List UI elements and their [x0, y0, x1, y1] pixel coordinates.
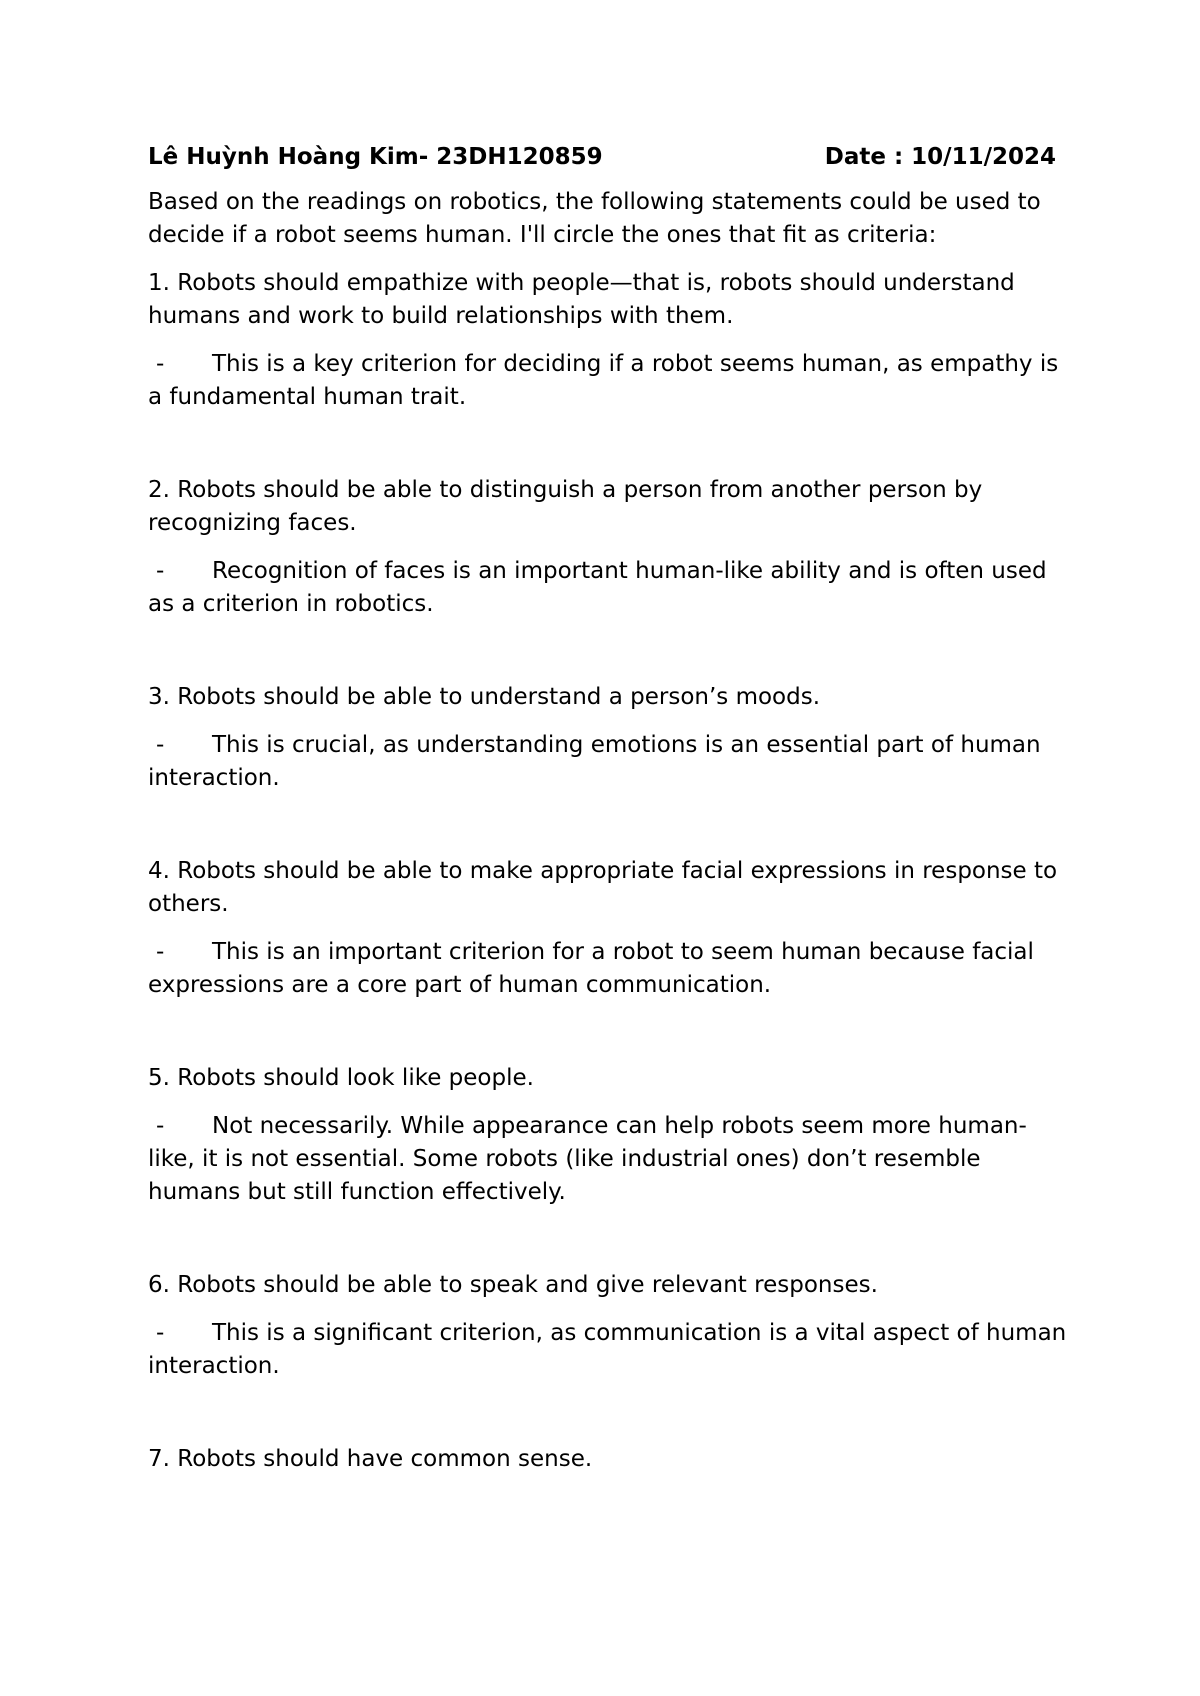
- bullet-dash: -: [156, 939, 165, 965]
- comment-text: This is an important criterion for a robot to seem human because facial expressions are a core part of human communication.: [148, 939, 1034, 998]
- criterion-comment-2: [148, 555, 1070, 621]
- criterion-statement-7: 7. Robots should have common sense.: [148, 1446, 593, 1472]
- criterion-comment-5: [148, 1110, 1070, 1209]
- comment-text: This is a significant criterion, as communication is a vital aspect of human interaction.: [148, 1320, 1067, 1379]
- criterion-comment-4: [148, 936, 1070, 1002]
- bullet-dash: -: [156, 732, 165, 758]
- comment-text: Not necessarily. While appearance can help robots seem more human-like, it is not essential. Some robots (like industrial ones) don’t resemble humans but still function effectively.: [148, 1113, 1027, 1205]
- intro-paragraph: Based on the readings on robotics, the following statements could be used to decide if a robot seems human. I'll circle the ones that fit as criteria:: [148, 189, 1041, 248]
- comment-text: This is crucial, as understanding emotions is an essential part of human interaction.: [148, 732, 1041, 791]
- comment-text: This is a key criterion for deciding if a robot seems human, as empathy is a fundamental human trait.: [148, 351, 1059, 410]
- criterion-statement-1: 1. Robots should empathize with people—that is, robots should understand humans and work to build relationships with them.: [148, 270, 1015, 329]
- bullet-dash: -: [156, 1320, 165, 1346]
- comment-text: Recognition of faces is an important human-like ability and is often used as a criterion in robotics.: [148, 558, 1047, 617]
- student-name-id: Lê Huỳnh Hoàng Kim- 23DH120859: [148, 144, 603, 170]
- document-page: [148, 140, 1070, 1476]
- criterion-comment-1: [148, 348, 1070, 414]
- criterion-comment-3: [148, 729, 1070, 795]
- bullet-dash: -: [156, 558, 165, 584]
- criterion-statement-6: 6. Robots should be able to speak and give relevant responses.: [148, 1272, 878, 1298]
- criterion-comment-6: [148, 1317, 1070, 1383]
- criterion-statement-3: 3. Robots should be able to understand a person’s moods.: [148, 684, 821, 710]
- criterion-statement-5: 5. Robots should look like people.: [148, 1065, 534, 1091]
- criterion-statement-4: 4. Robots should be able to make appropriate facial expressions in response to others.: [148, 858, 1058, 917]
- bullet-dash: -: [156, 351, 165, 377]
- criterion-statement-2: 2. Robots should be able to distinguish a person from another person by recognizing faces.: [148, 477, 983, 536]
- bullet-dash: -: [156, 1113, 165, 1139]
- document-header: [148, 140, 1070, 174]
- document-date: Date : 10/11/2024: [824, 144, 1056, 170]
